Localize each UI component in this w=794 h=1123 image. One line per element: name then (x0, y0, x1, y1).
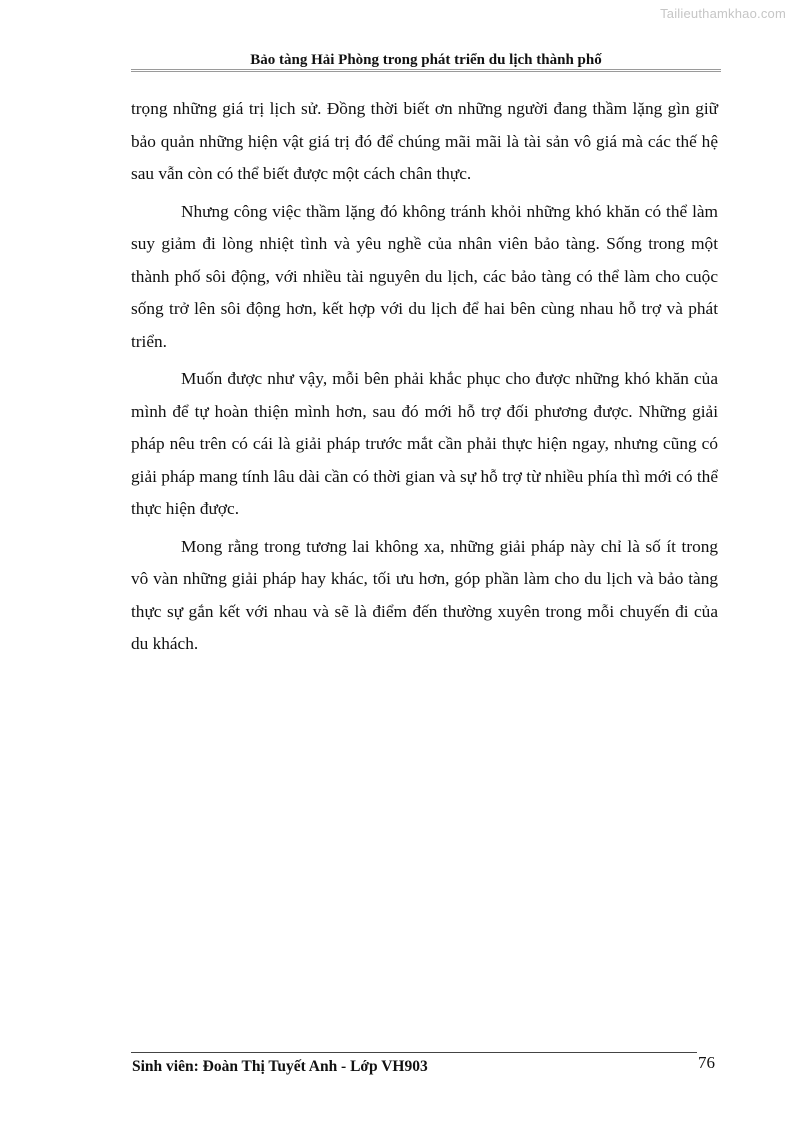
paragraph: Mong rằng trong tương lai không xa, những giải pháp này chỉ là số ít trong vô vàn những giải pháp hay khác, tối ưu hơn, góp phần làm cho du lịch và bảo tàng thực sự gắn kết với nhau và sẽ là điểm đến thường xuyên trong mỗi chuyến đi của du khách. (131, 536, 718, 653)
watermark-text: Tailieuthamkhao.com (660, 6, 786, 21)
paragraph: Muốn được như vậy, mỗi bên phải khắc phục cho được những khó khăn của mình để tự hoàn thiện mình hơn, sau đó mới hỗ trợ đối phương được. Những giải pháp nêu trên có cái là giải pháp trước mắt cần phải thực hiện ngay, nhưng cũng có giải pháp mang tính lâu dài cần có thời gian và sự hỗ trợ từ nhiều phía thì mới có thể thực hiện được. (131, 369, 718, 518)
paragraph: Nhưng công việc thầm lặng đó không tránh khỏi những khó khăn có thể làm suy giảm đi lòng nhiệt tình và yêu nghề của nhân viên bảo tàng. Sống trong một thành phố sôi động, với nhiều tài nguyên du lịch, các bảo tàng có thể làm cho cuộc sống trở lên sôi động hơn, kết hợp với du lịch để hai bên cùng nhau hỗ trợ và phát triển. (131, 201, 718, 351)
document-body (131, 93, 718, 661)
header-divider (131, 69, 721, 72)
footer-divider (131, 1052, 697, 1053)
paragraph-continuation: trọng những giá trị lịch sử. Đồng thời biết ơn những người đang thầm lặng gìn giữ bảo quản những hiện vật giá trị đó để chúng mãi mãi là tài sản vô giá mà các thế hệ sau vẫn còn có thể biết được một cách chân thực. (131, 99, 718, 183)
footer-student-info: Sinh viên: Đoàn Thị Tuyết Anh - Lớp VH903 (132, 1058, 428, 1075)
running-header: Bảo tàng Hải Phòng trong phát triển du lịch thành phố (250, 52, 602, 68)
page-number: 76 (698, 1053, 715, 1072)
